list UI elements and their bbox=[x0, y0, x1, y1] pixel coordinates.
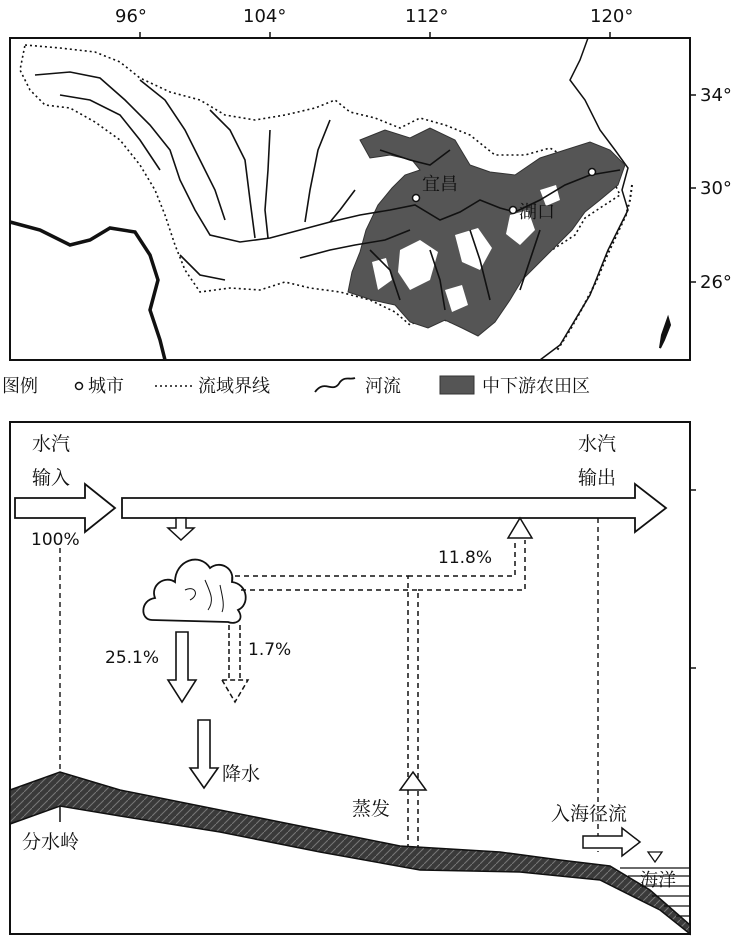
lon-label-120: 120° bbox=[590, 6, 634, 27]
evap-up-arrow bbox=[400, 772, 426, 790]
lon-label-112: 112° bbox=[405, 6, 449, 27]
legend-farmland-icon bbox=[440, 376, 474, 394]
recycle-dashed-path bbox=[232, 576, 418, 850]
precip-arrow-25 bbox=[168, 632, 196, 702]
cycle-panel bbox=[10, 422, 696, 934]
lat-label-26: 26° bbox=[700, 272, 732, 293]
legend bbox=[2, 376, 590, 397]
precip-label: 降水 bbox=[222, 763, 261, 785]
city-yichang-label: 宜昌 bbox=[422, 174, 458, 195]
city-hukou-marker bbox=[510, 207, 517, 214]
map-panel bbox=[10, 6, 732, 360]
precip-total-arrow bbox=[190, 720, 218, 788]
legend-city-label: 城市 bbox=[88, 376, 124, 397]
precip-pct-1-7: 1.7% bbox=[248, 640, 292, 660]
country-border bbox=[10, 222, 165, 360]
vapor-output-label-1: 水汽 bbox=[578, 433, 617, 455]
evap-label: 蒸发 bbox=[352, 798, 391, 820]
city-hukou-label: 湖口 bbox=[519, 202, 555, 223]
vapor-output-arrow bbox=[122, 484, 666, 532]
runoff-label: 入海径流 bbox=[551, 803, 628, 825]
legend-title: 图例 bbox=[2, 376, 38, 397]
legend-boundary-label: 流域界线 bbox=[198, 376, 270, 397]
legend-farmland-label: 中下游农田区 bbox=[482, 376, 590, 397]
legend-river-icon bbox=[315, 378, 355, 392]
precip-arrow-1-7 bbox=[222, 625, 248, 702]
recycle-up-arrow bbox=[508, 518, 532, 538]
vapor-output-label-2: 输出 bbox=[578, 467, 617, 489]
lat-label-34: 34° bbox=[700, 85, 732, 106]
sea-level-marker bbox=[648, 852, 662, 862]
terrain-profile bbox=[10, 772, 690, 934]
vapor-input-label-1: 水汽 bbox=[32, 433, 71, 455]
vapor-input-arrow bbox=[15, 484, 115, 532]
divide-label: 分水岭 bbox=[22, 831, 80, 853]
runoff-arrow bbox=[583, 828, 640, 856]
precip-pct-25: 25.1% bbox=[105, 648, 160, 668]
legend-river-label: 河流 bbox=[365, 376, 401, 397]
city-shanghai-marker bbox=[589, 169, 596, 176]
condense-arrow bbox=[168, 518, 194, 540]
lon-label-96: 96° bbox=[115, 6, 147, 27]
ocean-label: 海洋 bbox=[640, 870, 676, 891]
vapor-input-label-2: 输入 bbox=[32, 467, 71, 489]
lon-label-104: 104° bbox=[243, 6, 287, 27]
recycle-pct: 11.8% bbox=[438, 548, 493, 568]
lat-label-30: 30° bbox=[700, 178, 732, 199]
vapor-input-pct: 100% bbox=[31, 530, 80, 550]
taiwan-island bbox=[660, 318, 670, 348]
city-yichang-marker bbox=[413, 195, 420, 202]
legend-city-icon bbox=[76, 383, 83, 390]
